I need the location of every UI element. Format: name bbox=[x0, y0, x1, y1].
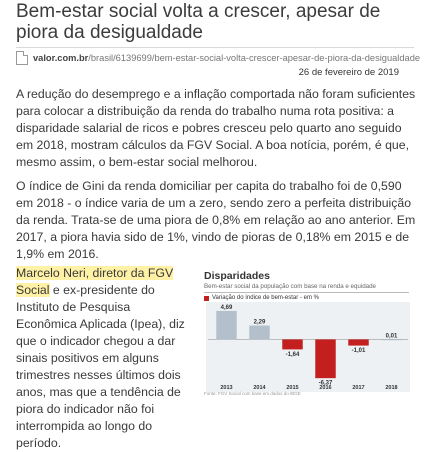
chart-bar-2016 bbox=[315, 339, 335, 378]
chart-x-tick-label: 2013 bbox=[220, 385, 233, 391]
chart-x-tick-label: 2014 bbox=[253, 385, 266, 391]
legend-label: Variação do índice de bem-estar - em % bbox=[212, 295, 319, 301]
source-path[interactable]: /brasil/6139699/bem-estar-social-volta-crescer-apesar-de-piora-da-desigualdade bbox=[88, 53, 421, 63]
source-domain[interactable]: valor.com.br bbox=[33, 53, 89, 63]
paragraph-1: A redução do desemprego e a inflação comportada não foram suficientes para colocar a distribuição da renda do trabalho numa rota positiva: a disparidade salarial de ricos e pobres cresceu pelo quarto ano seguido em 2018, mostram cálculos da FGV Social. A boa notícia, porém, é que, mesmo assim, o bem-estar social melhorou. bbox=[16, 87, 416, 169]
chart-data-label: 2,29 bbox=[253, 319, 266, 326]
title-divider bbox=[16, 47, 414, 48]
chart-x-tick-label: 2017 bbox=[352, 385, 365, 391]
chart-plot bbox=[196, 270, 416, 398]
source-line bbox=[16, 51, 420, 65]
chart-bar-2017 bbox=[348, 339, 368, 345]
publish-date: 26 de fevereiro de 2019 bbox=[298, 67, 399, 78]
paragraph-2: O índice de Gini da renda domiciliar per capita do trabalho foi de 0,590 em 2018 - o índice varia de um a zero, sendo zero a perfeita distribuição da renda. Trata-se de uma piora de 0,8% em relação ao ano anterior. Em 2017, a piora havia sido de 1%, vindo de pioras de 0,18% em 2015 e de 1,9% em 2016. bbox=[16, 179, 416, 261]
chart-bar-2018 bbox=[381, 339, 401, 340]
chart-bar-2015 bbox=[282, 339, 302, 349]
chart-data-label: -1,64 bbox=[285, 351, 300, 358]
chart-bar-2014 bbox=[249, 326, 269, 340]
chart-data-label: 0,01 bbox=[385, 333, 398, 340]
chart-title: Disparidades bbox=[204, 270, 270, 282]
disparidades-chart bbox=[196, 270, 416, 398]
chart-x-tick-label: 2018 bbox=[385, 385, 398, 391]
chart-data-label: 4,69 bbox=[220, 304, 233, 311]
paragraph-3 bbox=[16, 265, 194, 452]
chart-x-tick-label: 2015 bbox=[286, 385, 299, 391]
document-icon bbox=[16, 51, 28, 65]
chart-data-label: -1,01 bbox=[351, 348, 366, 355]
chart-bar-2013 bbox=[216, 311, 236, 340]
chart-subtitle: Bem-estar social da população com base na renda e equidade bbox=[204, 283, 376, 290]
highlighted-quote-source: Marcelo Neri, diretor da FGV Social bbox=[16, 266, 174, 297]
chart-data-label: -6,37 bbox=[318, 380, 333, 387]
chart-footnote: Fonte: FGV Social com base em dados do IBGE bbox=[204, 391, 301, 396]
chart-x-tick-label: 2016 bbox=[319, 385, 332, 391]
source-link[interactable] bbox=[33, 53, 420, 63]
paragraph-3-text: e ex-presidente do Instituto de Pesquisa Econômica Aplicada (Ipea), diz que o indicador chegou a dar sinais positivos em alguns trimestres nesses últimos dois anos, mas que a tendência de piora do indicador não foi interrompida ao longo do período. bbox=[16, 283, 185, 450]
article-title: Bem-estar social volta a crescer, apesar de piora da desigualdade bbox=[16, 1, 381, 43]
